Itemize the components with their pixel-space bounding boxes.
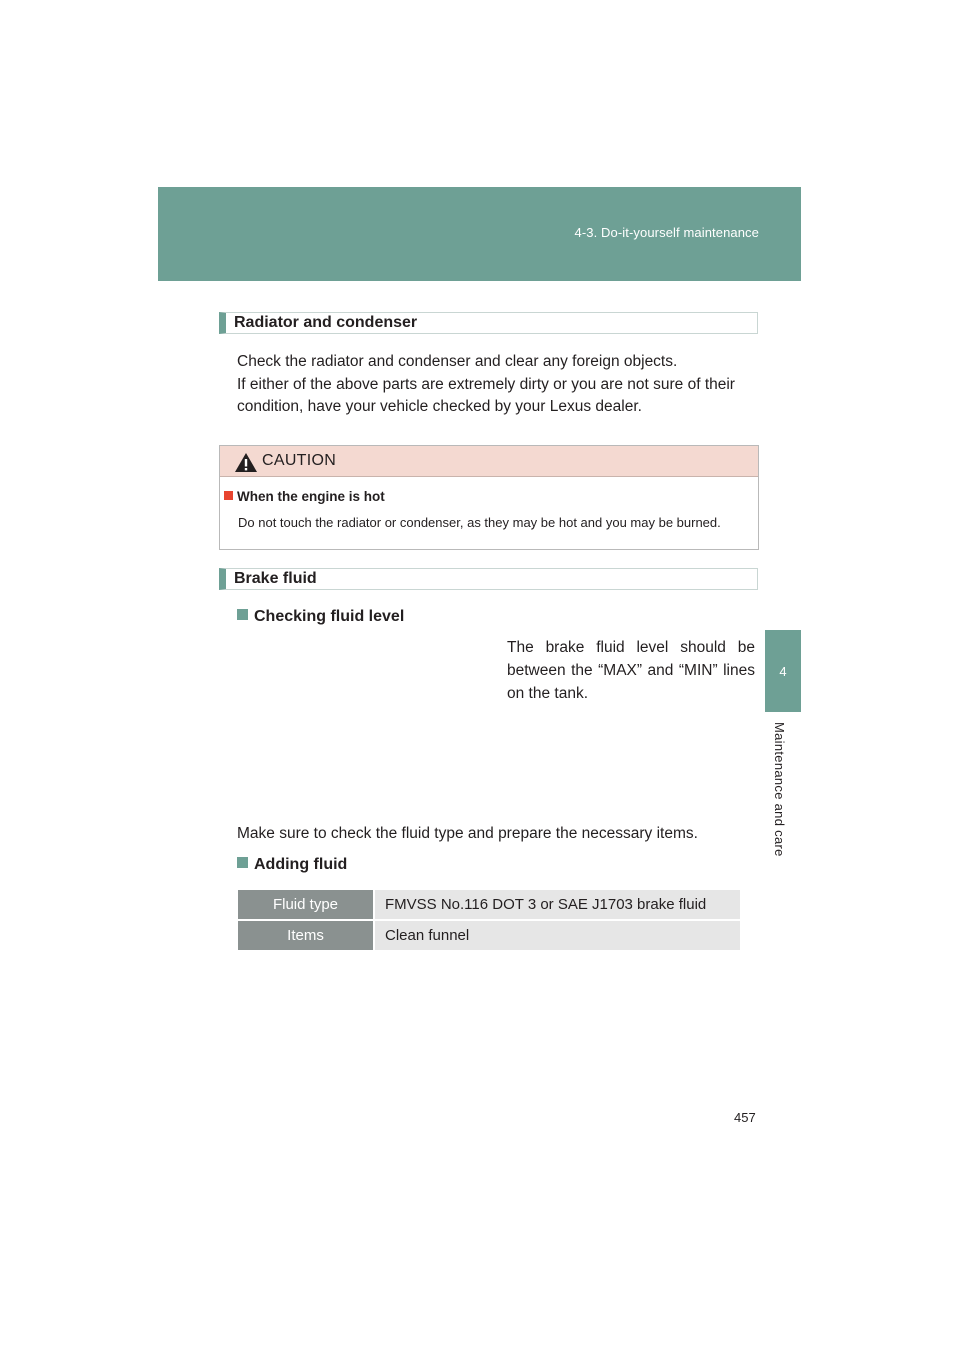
checking-fluid-heading-text: Checking fluid level bbox=[254, 608, 405, 625]
table-label: Items bbox=[238, 921, 373, 950]
checking-fluid-heading bbox=[237, 608, 404, 626]
red-square-bullet-icon bbox=[224, 491, 233, 500]
chapter-tab[interactable] bbox=[765, 630, 801, 712]
caution-text: Do not touch the radiator or condenser, as they may be hot and you may be burned. bbox=[238, 515, 721, 530]
table-value: FMVSS No.116 DOT 3 or SAE J1703 brake fluid bbox=[373, 890, 740, 919]
radiator-line-2: If either of the above parts are extremely dirty or you are not sure of their bbox=[237, 375, 735, 393]
adding-fluid-heading-text: Adding fluid bbox=[254, 856, 348, 873]
fluid-type-note: Make sure to check the fluid type and prepare the necessary items. bbox=[237, 825, 698, 842]
radiator-body bbox=[237, 351, 757, 419]
brake-heading-text: Brake fluid bbox=[234, 570, 317, 587]
caution-title: CAUTION bbox=[262, 452, 337, 469]
caution-box bbox=[219, 445, 759, 550]
fluid-spec-table bbox=[238, 888, 740, 952]
table-row bbox=[238, 890, 740, 919]
adding-fluid-heading bbox=[237, 856, 347, 874]
caution-subheading bbox=[224, 489, 385, 504]
teal-square-bullet-icon bbox=[237, 857, 248, 868]
caution-header bbox=[220, 446, 758, 477]
table-value: Clean funnel bbox=[373, 921, 740, 950]
table-row bbox=[238, 921, 740, 950]
teal-square-bullet-icon bbox=[237, 609, 248, 620]
checking-fluid-text: The brake fluid level should be between the “MAX” and “MIN” lines on the tank. bbox=[507, 639, 755, 702]
radiator-line-1: Check the radiator and condenser and clear any foreign objects. bbox=[237, 353, 678, 370]
caution-subheading-text: When the engine is hot bbox=[237, 489, 385, 504]
header-band bbox=[158, 187, 801, 281]
radiator-line-3: condition, have your vehicle checked by your Lexus dealer. bbox=[237, 398, 642, 415]
brake-heading bbox=[219, 568, 758, 590]
chapter-number: 4 bbox=[779, 663, 787, 679]
radiator-heading bbox=[219, 312, 758, 334]
chapter-label: Maintenance and care bbox=[772, 722, 787, 857]
section-title: 4-3. Do-it-yourself maintenance bbox=[574, 225, 759, 240]
warning-triangle-icon bbox=[234, 452, 258, 473]
radiator-heading-text: Radiator and condenser bbox=[234, 314, 418, 331]
page-number: 457 bbox=[734, 1110, 756, 1125]
table-label: Fluid type bbox=[238, 890, 373, 919]
